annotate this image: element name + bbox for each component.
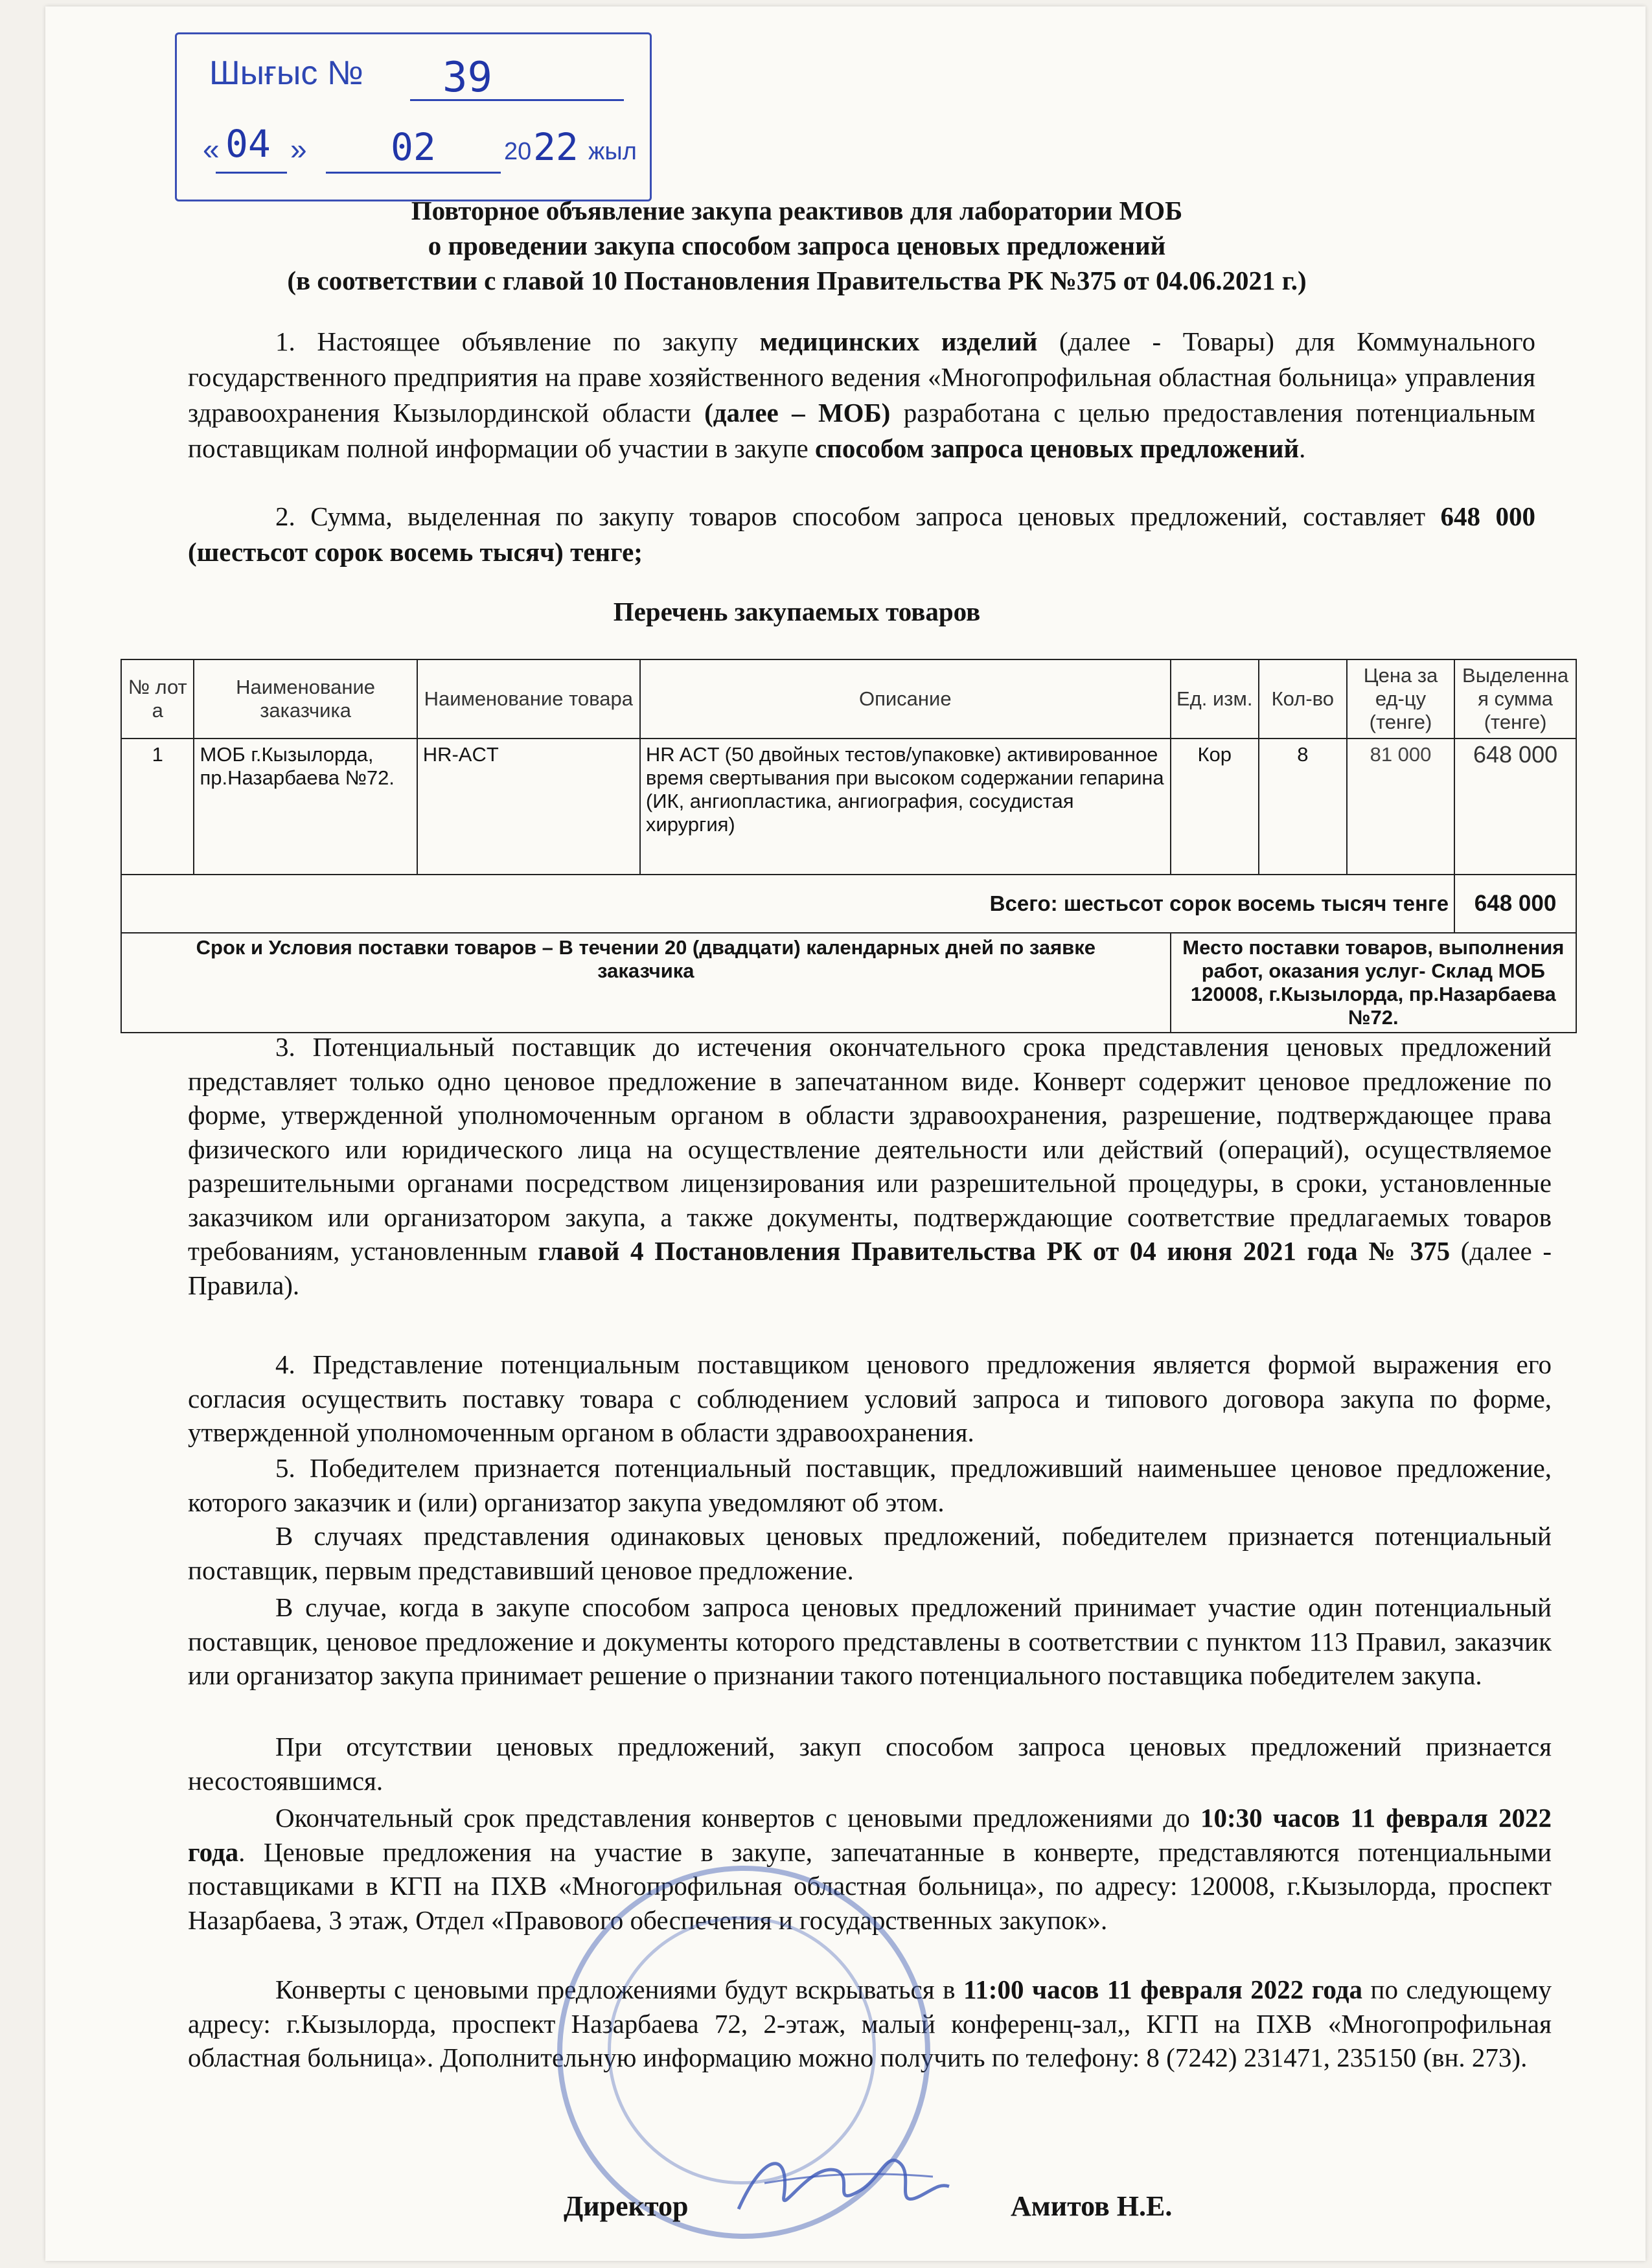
title-line-2: о проведении закупа способом запроса ценовых предложений: [428, 231, 1166, 260]
header-unit: Ед. изм.: [1171, 659, 1259, 739]
p9-text-a: Окончательный срок представления конвертов с ценовыми предложениями до: [275, 1803, 1200, 1833]
header-product: Наименование товара: [417, 659, 640, 739]
paragraph-1: [188, 324, 1535, 466]
p1-text-f: способом запроса ценовых предложений: [815, 433, 1300, 463]
table-delivery-row: [121, 933, 1576, 1033]
signatory-position: Директор: [564, 2190, 689, 2222]
cell-sum: 648 000: [1454, 739, 1576, 875]
paragraph-7: В случае, когда в закупе способом запроса ценовых предложений принимает участие один потенциальный поставщик, ценовое предложение и документы которого представлены в соответствии с пунктом 113 Правил, заказчик или организатор закупа принимает решение о признании такого потенциального поставщика победителем закупа.: [188, 1592, 1552, 1690]
title-line-3: (в соответствии с главой 10 Постановления Правительства РК №375 от 04.06.2021 г.): [287, 266, 1307, 295]
header-lot: № лот а: [121, 659, 194, 739]
p1-text-b: медицинских изделий: [759, 326, 1038, 356]
header-sum: Выделенна я сумма (тенге): [1454, 659, 1576, 739]
cell-description: HR ACT (50 двойных тестов/упаковке) активированное время свертывания при высоком содержании гепарина (ИК, ангиопластика, ангиография, сосудистая хирургия): [640, 739, 1171, 875]
header-price: Цена за ед-цу (тенге): [1347, 659, 1454, 739]
cell-lot: 1: [121, 739, 194, 875]
paragraph-8: При отсутствии ценовых предложений, закуп способом запроса ценовых предложений признается несостоявшимся.: [188, 1732, 1552, 1796]
stamp-number-line: [410, 99, 624, 101]
cell-price: 81 000: [1347, 739, 1454, 875]
p9-text-c: . Ценовые предложения на участие в закупе, запечатанные в конверте, представляются потенциальными поставщиками в КГП на ПХВ «Многопрофильная областная больница», по адресу: 120008, г.Кызылорда, проспект Назарбаева, 3 этаж, Отдел «Правового обеспечения и государственных закупок».: [188, 1837, 1552, 1935]
stamp-year-suffix: 22: [533, 125, 579, 169]
p1-text-g: .: [1299, 433, 1306, 463]
stamp-year-unit: жыл: [588, 138, 637, 165]
outgoing-number-stamp: [175, 32, 652, 201]
cell-qty: 8: [1259, 739, 1347, 875]
p2-text-a: 2. Сумма, выделенная по закупу товаров способом запроса ценовых предложений, составляет: [275, 501, 1441, 531]
delivery-terms: Срок и Условия поставки товаров – В течении 20 (двадцати) календарных дней по заявке заказчика: [121, 933, 1171, 1033]
stamp-day: 04: [225, 122, 271, 166]
p1-text-d: (далее – МОБ): [704, 398, 891, 428]
goods-table: [120, 659, 1577, 1033]
signatory-name: Амитов Н.Е.: [1011, 2190, 1173, 2222]
table-header-row: [121, 659, 1576, 739]
paragraph-5: 5. Победителем признается потенциальный поставщик, предложивший наименьшее ценовое предложение, которого заказчик и (или) организатор закупа уведомляют об этом.: [188, 1453, 1552, 1517]
p10-text-a: Конверты с ценовыми предложениями будут вскрываться в: [275, 1975, 964, 2004]
p10-text-b: 11:00 часов 11 февраля 2022 года: [963, 1975, 1362, 2004]
p1-text-c: (далее - Товары) для Коммунального государственного предприятия на праве хозяйственного ведения «Многопрофильная областная больница» управления здравоохранения Кызылординской области: [188, 326, 1535, 428]
stamp-day-line: [216, 172, 287, 174]
p10-text-c: по следующему адресу: г.Кызылорда, проспект Назарбаева 72, 2-этаж, малый конференц-зал,, КГП на ПХВ «Многопрофильная областная больница». Дополнительную информацию можно получить по телефону: 8 (7242) 231471, 235150 (вн. 273).: [188, 1975, 1552, 2072]
document-title: [149, 193, 1445, 298]
delivery-place: Место поставки товаров, выполнения работ, оказания услуг- Склад МОБ 120008, г.Кызылорда, пр.Назарбаева №72.: [1171, 933, 1576, 1033]
cell-product: HR-ACT: [417, 739, 640, 875]
stamp-month: 02: [391, 125, 436, 169]
stamp-month-line: [326, 172, 501, 174]
p3-text-b: главой 4 Постановления Правительства РК от 04 июня 2021 года № 375: [538, 1236, 1451, 1266]
p1-text-e: разработана с целью предоставления потенциальным поставщикам полной информации об участии в закупе: [188, 398, 1535, 463]
stamp-year-prefix: 20: [504, 138, 532, 165]
p2-text-b: 648 000 (шестьсот сорок восемь тысяч) тенге;: [188, 501, 1536, 567]
table-row: [121, 739, 1576, 875]
paragraph-2: [188, 499, 1535, 570]
p1-text-a: 1. Настоящее объявление по закупу: [275, 326, 760, 356]
title-line-1: Повторное объявление закупа реактивов для лаборатории МОБ: [411, 196, 1183, 225]
total-value: 648 000: [1454, 875, 1576, 933]
paragraph-3: [188, 1030, 1552, 1302]
goods-list-title: Перечень закупаемых товаров: [613, 597, 981, 626]
table-total-row: [121, 875, 1576, 933]
p3-text-a: 3. Потенциальный поставщик до истечения окончательного срока представления ценовых предложений представляет только одно ценовое предложение в запечатанном виде. Конверт содержит ценовое предложение по форме, утвержденной уполномоченным органом в области здравоохранения, разрешение, подтверждающее права физического или юридического лица на осуществление деятельности или действий (операций), осуществляемое разрешительными органами посредством лицензирования или разрешительной процедуры, в сроки, установленные заказчиком или организатором закупа, а также документы, подтверждающие соответствие предлагаемых товаров требованиям, установленным: [188, 1032, 1552, 1266]
stamp-number: 39: [442, 54, 493, 102]
stamp-quote-open: «: [203, 132, 220, 166]
stamp-quote-close: »: [290, 132, 307, 166]
handwritten-signature: [726, 2138, 959, 2228]
paragraph-4: 4. Представление потенциальным поставщиком ценового предложения является формой выражения его согласия осуществить поставку товара с соблюдением условий запроса и типового договора закупа по форме, утвержденной уполномоченным органом в области здравоохранения.: [188, 1349, 1552, 1447]
paragraph-6: В случаях представления одинаковых ценовых предложений, победителем признается потенциальный поставщик, первым представивший ценовое предложение.: [188, 1521, 1552, 1585]
stamp-label: Шығыс №: [209, 54, 363, 92]
header-description: Описание: [640, 659, 1171, 739]
p3-text-c: (далее - Правила).: [188, 1236, 1552, 1300]
cell-customer: МОБ г.Кызылорда, пр.Назарбаева №72.: [194, 739, 417, 875]
p9-text-b: 10:30 часов 11 февраля 2022 года: [188, 1803, 1552, 1867]
cell-unit: Кор: [1171, 739, 1259, 875]
header-qty: Кол-во: [1259, 659, 1347, 739]
header-customer: Наименование заказчика: [194, 659, 417, 739]
total-label: Всего: шестьсот сорок восемь тысяч тенге: [121, 875, 1454, 933]
